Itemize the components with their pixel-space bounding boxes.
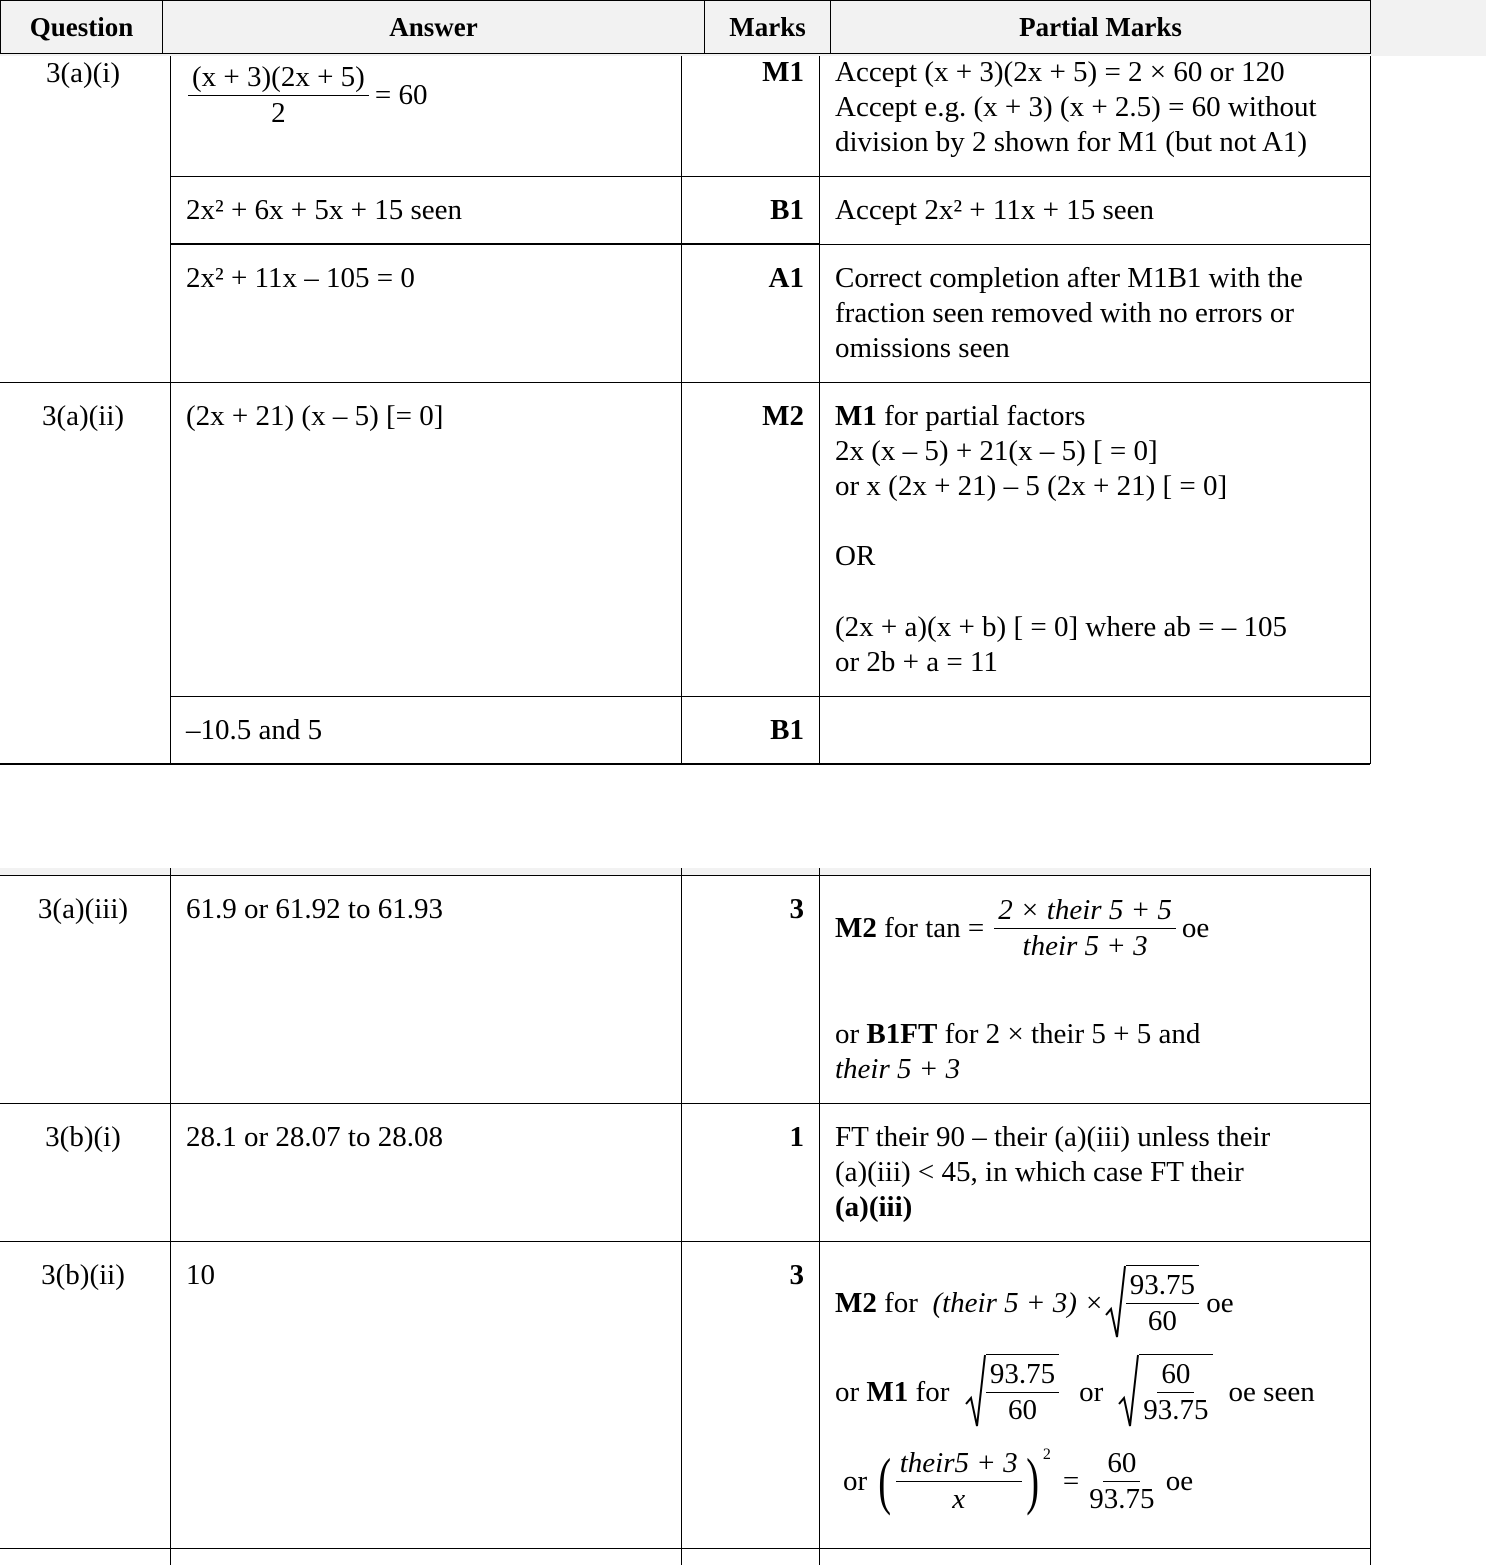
grid-line bbox=[1370, 56, 1371, 764]
fraction-denominator: 60 bbox=[1008, 1393, 1037, 1426]
partial-text: FT their 90 – their (a)(iii) unless their bbox=[835, 1121, 1271, 1153]
partial-text: (a)(iii) < 45, in which case FT their bbox=[835, 1156, 1244, 1188]
partial-text: OR bbox=[835, 540, 876, 572]
partial-text: or bbox=[1079, 1375, 1104, 1408]
open-paren: ( bbox=[878, 1445, 892, 1517]
partial-text: Accept (x + 3)(2x + 5) = 2 × 60 or 120 bbox=[835, 56, 1285, 88]
fraction-numerator: their5 + 3 bbox=[896, 1446, 1022, 1482]
partial-formula bbox=[835, 1265, 1234, 1341]
mark-code-inline: M1 bbox=[835, 400, 877, 432]
square-root bbox=[964, 1354, 1059, 1430]
answer-text: 2x² + 11x – 105 = 0 bbox=[186, 262, 415, 294]
answer-expression bbox=[188, 60, 427, 131]
answer-text: 2x² + 6x + 5x + 15 seen bbox=[186, 194, 463, 226]
partial-text: or 2b + a = 11 bbox=[835, 646, 998, 678]
question-number: 3(a)(iii) bbox=[37, 893, 129, 925]
partial-text: or bbox=[835, 1375, 860, 1408]
fraction-numerator: 60 bbox=[1103, 1446, 1140, 1482]
fraction-denominator: their 5 + 3 bbox=[1022, 929, 1148, 962]
partial-text: 2x (x – 5) + 21(x – 5) [ = 0] bbox=[835, 435, 1158, 467]
partial-text: oe bbox=[1165, 1464, 1194, 1497]
grid-line bbox=[1370, 868, 1371, 1565]
grid-line bbox=[681, 868, 682, 1565]
fraction-numerator: 93.75 bbox=[1126, 1268, 1199, 1304]
partial-text: (a)(iii) bbox=[835, 1191, 913, 1223]
grid-line bbox=[0, 1548, 1370, 1549]
fraction-denominator: 93.75 bbox=[1089, 1482, 1155, 1515]
answer-text: 61.9 or 61.92 to 61.93 bbox=[186, 893, 443, 925]
partial-text: or bbox=[843, 1464, 868, 1497]
answer-text: (2x + 21) (x – 5) [= 0] bbox=[186, 400, 444, 432]
mark-code: 3 bbox=[789, 893, 804, 925]
mark-code: B1 bbox=[770, 194, 804, 226]
mark-code-inline: M1 bbox=[866, 1375, 909, 1408]
equals-sign: = bbox=[1062, 1464, 1080, 1497]
header-partial-marks: Partial Marks bbox=[830, 0, 1371, 54]
exponent: 2 bbox=[1042, 1446, 1051, 1463]
partial-text: fraction seen removed with no errors or bbox=[835, 297, 1295, 329]
fraction-denominator: 2 bbox=[271, 96, 286, 129]
partial-text: oe bbox=[1181, 911, 1210, 944]
mark-code-inline: M2 bbox=[835, 1286, 877, 1319]
partial-text: for partial factors bbox=[884, 400, 1086, 432]
answer-text: –10.5 and 5 bbox=[186, 714, 323, 746]
partial-text: for bbox=[884, 1286, 918, 1319]
partial-text: or x (2x + 21) – 5 (2x + 21) [ = 0] bbox=[835, 470, 1228, 502]
partial-text: (their 5 + 3) × bbox=[932, 1286, 1104, 1319]
partial-formula bbox=[835, 893, 1209, 964]
partial-text: Correct completion after M1B1 with the bbox=[835, 262, 1303, 294]
fraction-denominator: x bbox=[952, 1482, 966, 1515]
partial-text bbox=[835, 399, 1085, 434]
partial-text: omissions seen bbox=[835, 332, 1010, 364]
partial-text: for bbox=[915, 1375, 950, 1408]
grid-line bbox=[170, 868, 171, 1565]
fraction-numerator: (x + 3)(2x + 5) bbox=[188, 60, 369, 96]
grid-line bbox=[170, 696, 1370, 697]
grid-line bbox=[819, 868, 820, 1565]
partial-text bbox=[835, 1017, 1200, 1052]
grid-line bbox=[170, 56, 171, 764]
answer-text: 10 bbox=[186, 1259, 215, 1291]
grid-line bbox=[0, 1103, 1370, 1104]
question-number: 3(a)(ii) bbox=[41, 400, 125, 432]
partial-text: oe seen bbox=[1228, 1375, 1315, 1408]
header-marks: Marks bbox=[704, 0, 831, 54]
grid-line bbox=[0, 875, 1370, 876]
square-root bbox=[1117, 1354, 1212, 1430]
mark-code: B1 bbox=[770, 714, 804, 746]
mark-code: M1 bbox=[762, 56, 804, 88]
partial-text: for tan = bbox=[884, 911, 985, 944]
radical-sign bbox=[964, 1354, 986, 1430]
grid-line bbox=[170, 176, 1370, 177]
radical-sign bbox=[1104, 1265, 1126, 1341]
partial-formula bbox=[835, 1354, 1315, 1430]
header-answer: Answer bbox=[162, 0, 705, 54]
square-root bbox=[1104, 1265, 1199, 1341]
mark-code-inline: B1FT bbox=[866, 1018, 938, 1050]
mark-code-inline: M2 bbox=[835, 911, 877, 944]
radical-sign bbox=[1117, 1354, 1139, 1430]
grid-line bbox=[170, 243, 820, 245]
mark-code: 3 bbox=[789, 1259, 804, 1291]
partial-text: Accept e.g. (x + 3) (x + 2.5) = 60 without bbox=[835, 91, 1317, 123]
partial-text: or bbox=[835, 1018, 860, 1050]
answer-text: 28.1 or 28.07 to 28.08 bbox=[186, 1121, 443, 1153]
fraction-numerator: 60 bbox=[1157, 1357, 1194, 1393]
grid-line bbox=[819, 56, 820, 764]
grid-line bbox=[0, 382, 1370, 383]
grid-line bbox=[819, 244, 1370, 245]
question-number: 3(a)(i) bbox=[45, 57, 121, 89]
partial-text: Accept 2x² + 11x + 15 seen bbox=[835, 194, 1154, 226]
question-number: 3(b)(i) bbox=[45, 1121, 121, 1153]
partial-text: oe bbox=[1206, 1286, 1234, 1319]
grid-line bbox=[0, 1241, 1370, 1242]
fraction-numerator: 93.75 bbox=[986, 1357, 1059, 1393]
equation-rhs: = 60 bbox=[374, 78, 428, 111]
fraction-denominator: 93.75 bbox=[1143, 1393, 1209, 1426]
partial-text: their 5 + 3 bbox=[835, 1053, 961, 1085]
mark-code: 1 bbox=[789, 1121, 804, 1153]
header-question: Question bbox=[0, 0, 163, 54]
partial-formula bbox=[843, 1446, 1193, 1517]
mark-code: A1 bbox=[768, 262, 804, 294]
fraction-numerator: 2 × their 5 + 5 bbox=[994, 893, 1176, 929]
fraction-denominator: 60 bbox=[1147, 1304, 1177, 1337]
partial-text: division by 2 shown for M1 (but not A1) bbox=[835, 126, 1308, 158]
close-paren: ) bbox=[1025, 1445, 1039, 1517]
grid-line bbox=[681, 56, 682, 764]
question-number: 3(b)(ii) bbox=[41, 1259, 125, 1291]
partial-text: for 2 × their 5 + 5 and bbox=[944, 1018, 1201, 1050]
partial-text: (2x + a)(x + b) [ = 0] where ab = – 105 bbox=[835, 611, 1287, 643]
grid-line bbox=[0, 763, 1370, 765]
mark-code: M2 bbox=[762, 400, 804, 432]
